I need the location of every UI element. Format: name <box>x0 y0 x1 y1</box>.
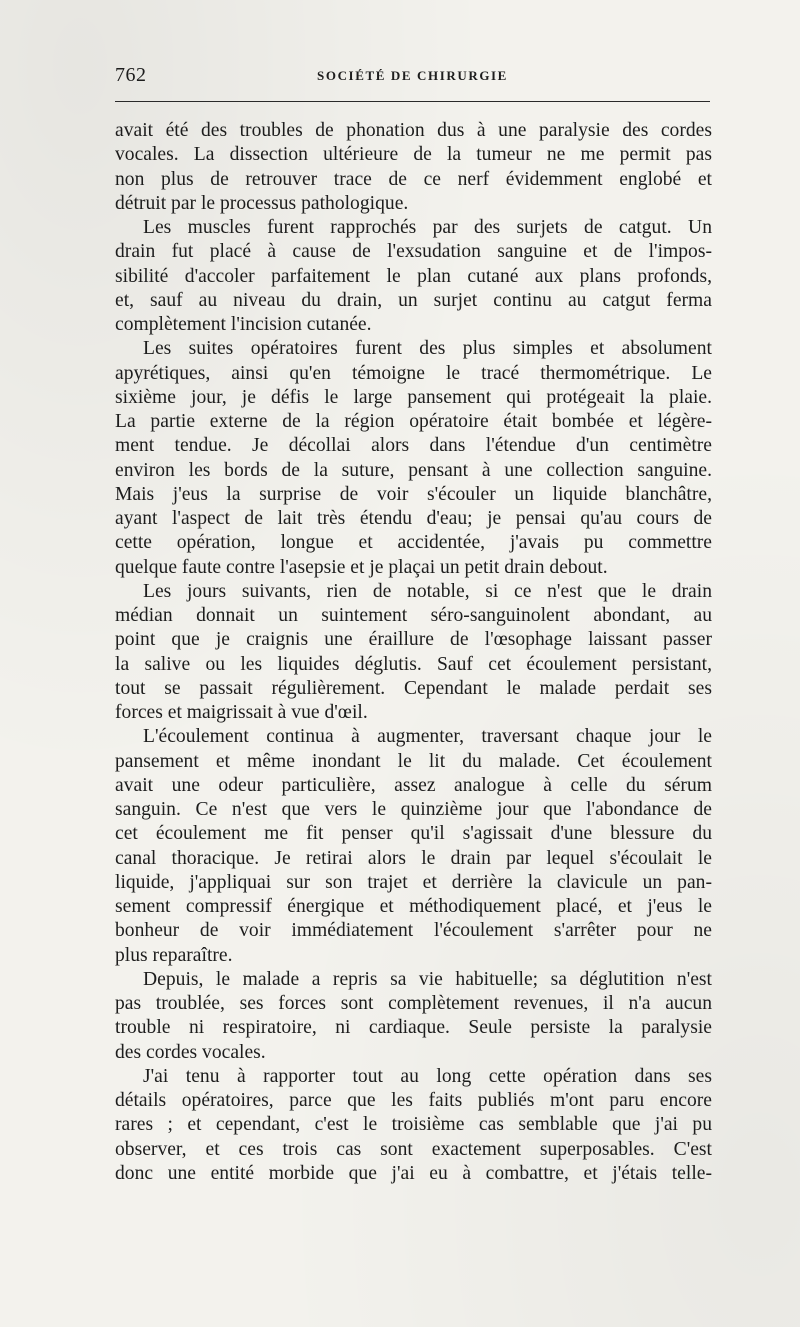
text-line: Les muscles furent rapprochés par des surjets de catgut. Un <box>143 217 712 238</box>
paragraph <box>115 216 712 337</box>
text-line: observer, et ces trois cas sont exactement superposables. C'est <box>115 1138 712 1160</box>
page-number: 762 <box>115 64 147 86</box>
header-rule <box>115 101 710 102</box>
text-line: forces et maigrissait à vue d'œil. <box>115 702 368 723</box>
text-line: non plus de retrouver trace de ce nerf évidemment englobé et <box>115 168 712 190</box>
text-line: La partie externe de la région opératoire était bombée et légère- <box>115 411 712 432</box>
text-line: ayant l'aspect de lait très étendu d'eau; je pensai qu'au cours de <box>115 508 712 529</box>
text-line: canal thoracique. Je retirai alors le drain par lequel s'écoulait le <box>115 847 712 869</box>
running-title: SOCIÉTÉ DE CHIRURGIE <box>317 68 508 83</box>
text-line: médian donnait un suintement séro-sanguinolent abondant, au <box>115 605 712 626</box>
text-line: sibilité d'accoler parfaitement le plan cutané aux plans profonds, <box>115 265 712 287</box>
text-line: Les jours suivants, rien de notable, si ce n'est que le drain <box>143 580 712 602</box>
text-line: pansement et même inondant le lit du malade. Cet écoulement <box>115 750 712 772</box>
paragraph <box>115 1065 712 1186</box>
text-line: cet écoulement me fit penser qu'il s'agissait d'une blessure du <box>115 823 712 845</box>
text-line: pas troublée, ses forces sont complètement revenues, il n'a aucun <box>115 993 712 1014</box>
text-line: Les suites opératoires furent des plus simples et absolument <box>143 338 712 360</box>
text-line: rares ; et cependant, c'est le troisième cas semblable que j'ai pu <box>115 1114 712 1136</box>
text-line: détruit par le processus pathologique. <box>115 192 409 214</box>
text-line: ment tendue. Je décollai alors dans l'étendue d'un centimètre <box>115 435 712 457</box>
text-line: L'écoulement continua à augmenter, traversant chaque jour le <box>143 726 712 748</box>
page-header <box>115 64 710 90</box>
paragraph <box>115 580 712 726</box>
text-line: apyrétiques, ainsi qu'en témoigne le tracé thermométrique. Le <box>115 362 712 384</box>
text-line: point que je craignis une éraillure de l'œsophage laissant passer <box>115 629 712 651</box>
text-line: sanguin. Ce n'est que vers le quinzième jour que l'abondance de <box>115 799 712 820</box>
text-line: cette opération, longue et accidentée, j'avais pu commettre <box>115 532 712 554</box>
text-line: environ les bords de la suture, pensant à une collection sanguine. <box>115 459 712 481</box>
text-line: avait une odeur particulière, assez analogue à celle du sérum <box>115 774 712 796</box>
text-line: trouble ni respiratoire, ni cardiaque. Seule persiste la paralysie <box>115 1017 712 1039</box>
paragraph <box>115 968 712 1065</box>
text-line: J'ai tenu à rapporter tout au long cette opération dans ses <box>143 1065 712 1087</box>
text-line: Mais j'eus la surprise de voir s'écouler un liquide blanchâtre, <box>115 483 712 505</box>
text-line: détails opératoires, parce que les faits publiés m'ont paru encore <box>115 1090 712 1111</box>
text-line: des cordes vocales. <box>115 1041 266 1063</box>
text-line: et, sauf au niveau du drain, un surjet continu au catgut ferma <box>115 289 712 311</box>
paragraph <box>115 119 712 216</box>
text-line: Depuis, le malade a repris sa vie habituelle; sa déglutition n'est <box>143 968 712 990</box>
text-line: tout se passait régulièrement. Cependant le malade perdait ses <box>115 677 712 699</box>
text-line: vocales. La dissection ultérieure de la tumeur ne me permit pas <box>115 144 712 166</box>
text-line: liquide, j'appliquai sur son trajet et derrière la clavicule un pan- <box>115 871 712 893</box>
paragraph <box>115 337 712 580</box>
text-line: avait été des troubles de phonation dus à une paralysie des cordes <box>115 120 712 141</box>
text-line: sement compressif énergique et méthodiquement placé, et j'eus le <box>115 896 712 917</box>
text-line: quelque faute contre l'asepsie et je plaçai un petit drain debout. <box>115 556 608 578</box>
text-line: complètement l'incision cutanée. <box>115 314 372 335</box>
text-line: drain fut placé à cause de l'exsudation sanguine et de l'impos- <box>115 241 712 263</box>
paragraph <box>115 725 712 968</box>
text-line: bonheur de voir immédiatement l'écoulement s'arrêter pour ne <box>115 920 712 942</box>
body-text <box>115 119 712 1186</box>
text-line: donc une entité morbide que j'ai eu à combattre, et j'étais telle- <box>115 1162 712 1184</box>
text-line: sixième jour, je défis le large pansement qui protégeait la plaie. <box>115 386 712 408</box>
text-line: plus reparaître. <box>115 944 233 966</box>
text-line: la salive ou les liquides déglutis. Sauf cet écoulement persistant, <box>115 653 712 675</box>
